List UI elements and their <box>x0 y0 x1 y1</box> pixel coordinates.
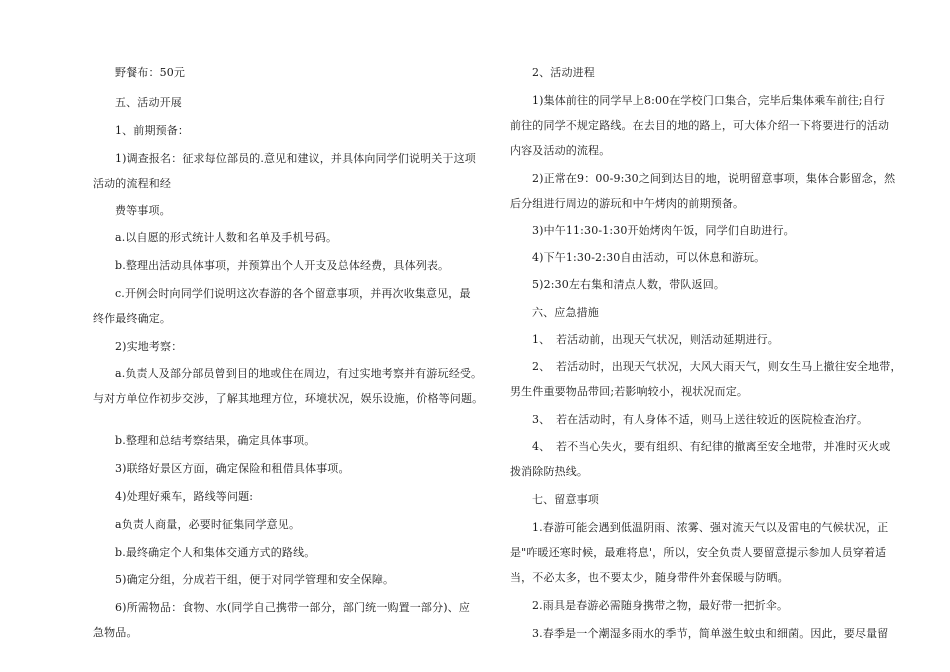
paragraph-line: 1)集体前往的同学早上8:00在学校门口集合，完毕后集体乘车前往;自行 <box>532 94 885 107</box>
paragraph-line: 6)所需物品：食物、水(同学自己携带一部分，部门统一购置一部分)、应 <box>115 601 470 614</box>
paragraph-line: 5)2:30左右集和清点人数，带队返回。 <box>532 278 725 291</box>
paragraph-line: 4)下午1:30-2:30自由活动，可以休息和游玩。 <box>532 251 766 264</box>
paragraph-line: 终作最终确定。 <box>93 312 172 325</box>
paragraph-line: 3)联络好景区方面，确定保险和租借具体事项。 <box>115 462 350 475</box>
paragraph-line: 当，不必太多，也不要太少，随身带件外套保暖与防晒。 <box>510 571 789 584</box>
paragraph-line: b.整理和总结考察结果，确定具体事项。 <box>115 434 316 447</box>
paragraph-line: 3、 若在活动时，有人身体不适，则马上送往较近的医院检查治疗。 <box>532 413 869 426</box>
paragraph-line: 2.雨具是春游必需随身携带之物，最好带一把折伞。 <box>532 599 789 612</box>
paragraph-line: 前往的同学不规定路线。在去目的地的路上，可大体介绍一下将要进行的活动 <box>510 119 890 132</box>
paragraph-line: 是"咋暖还寒时候，最难将息'，所以，安全负责人要留意提示参加人员穿着适 <box>510 546 887 559</box>
paragraph-line: 六、应急措施 <box>532 306 599 319</box>
paragraph-line: 后分组进行周边的游玩和中午烤肉的前期预备。 <box>510 197 745 210</box>
paragraph-line: b.整理出活动具体事项，并预算出个人开支及总体经费，具体列表。 <box>115 259 450 272</box>
paragraph-line: 4)处理好乘车，路线等问题: <box>115 490 254 503</box>
paragraph-line: 内容及活动的流程。 <box>510 144 611 157</box>
paragraph-line: 1.春游可能会遇到低温阴雨、浓雾、强对流天气以及雷电的气候状况，正 <box>532 521 889 534</box>
paragraph-line: c.开例会时向同学们说明这次春游的各个留意事项，并再次收集意见，最 <box>115 287 471 300</box>
paragraph-line: 2)实地考察： <box>115 340 183 353</box>
paragraph-line: 2、 若活动时，出现天气状况，大风大雨天气，则女生马上撤往安全地带， <box>532 360 902 373</box>
paragraph-line: 4、 若不当心失火，要有组织、有纪律的撤离至安全地带，并准时灭火或 <box>532 440 891 453</box>
paragraph-line: 拨消除防热线。 <box>510 465 589 478</box>
paragraph-line: 五、活动开展 <box>115 96 182 109</box>
paragraph-line: a.以自愿的形式统计人数和名单及手机号码。 <box>115 231 338 244</box>
paragraph-line: 3.春季是一个潮湿多雨水的季节，简单滋生蚊虫和细菌。因此，要尽量留 <box>532 627 889 640</box>
paragraph-line: 1)调查报名：征求每位部员的.意见和建议，并具体向同学们说明关于这项 <box>115 152 476 165</box>
paragraph-line: 费等事项。 <box>115 204 171 217</box>
paragraph-line: 野餐布：50元 <box>115 66 186 79</box>
paragraph-line: 活动的流程和经 <box>93 177 172 190</box>
paragraph-line: 七、留意事项 <box>532 493 599 506</box>
paragraph-line: 5)确定分组，分成若干组，便于对同学管理和安全保障。 <box>115 573 395 586</box>
paragraph-line: 2)正常在9：00-9:30之间到达目的地，说明留意事项，集体合影留念，然 <box>532 172 896 185</box>
paragraph-line: b.最终确定个人和集体交通方式的路线。 <box>115 546 316 559</box>
paragraph-line: 1、 若活动前，出现天气状况，则活动延期进行。 <box>532 333 779 346</box>
paragraph-line: a.负责人及部分部员曾到目的地或住在周边，有过实地考察并有游玩经受。 <box>115 367 483 380</box>
paragraph-line: 急物品。 <box>93 626 138 639</box>
paragraph-line: 2、活动进程 <box>532 66 595 79</box>
paragraph-line: 3)中午11:30-1:30开始烤肉午饭，同学们自助进行。 <box>532 224 795 237</box>
paragraph-line: a负责人商量，必要时征集同学意见。 <box>115 518 301 531</box>
paragraph-line: 与对方单位作初步交涉，了解其地理方位，环境状况，娱乐设施，价格等问题。 <box>93 392 484 405</box>
paragraph-line: 男生件重要物品带回;若影响较小，视状况而定。 <box>510 385 749 398</box>
paragraph-line: 1、前期预备： <box>115 124 190 137</box>
